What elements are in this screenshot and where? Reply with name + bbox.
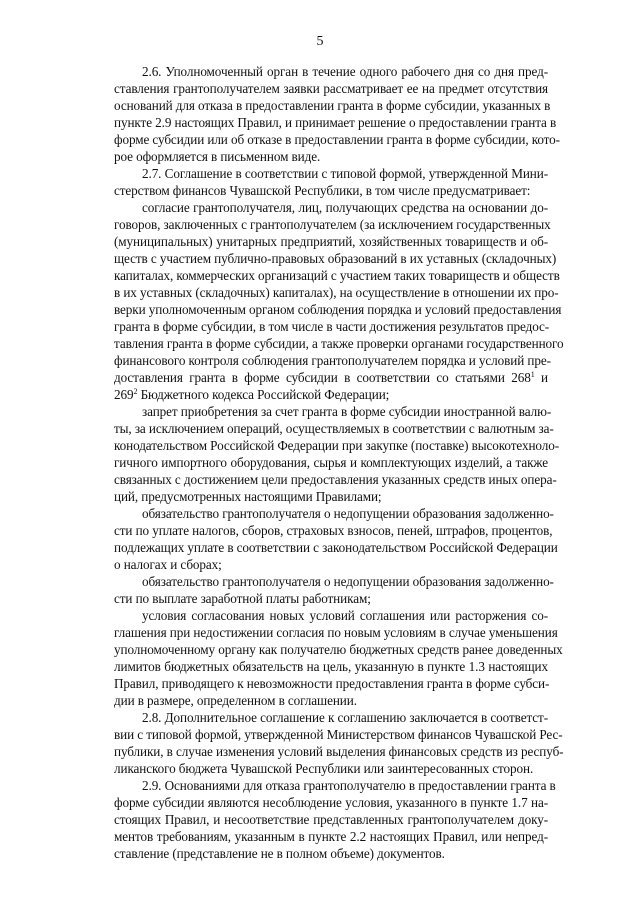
text-line: в их уставных (складочных) капиталах), на осуществление в отношении их про- <box>114 285 559 300</box>
text-line: сти по уплате налогов, сборов, страховых взносов, пеней, штрафов, процентов, <box>114 523 553 538</box>
text-line: стоящих Правил, и несоответствие представленных грантополучателем доку- <box>114 812 548 827</box>
text-line: условия согласования новых условий соглашения или расторжения со- <box>142 608 548 623</box>
superscript: 2 <box>133 387 138 396</box>
paragraph <box>114 573 554 607</box>
text-line: верки уполномоченным органом соблюдения порядка и условий предоставления <box>114 302 562 317</box>
text-line: о налогах и сборах; <box>114 557 222 572</box>
text-line: оснований для отказа в предоставлении гранта в форме субсидии, указанных в <box>114 98 551 113</box>
paragraph <box>114 165 548 199</box>
text-line: запрет приобретения за счет гранта в форме субсидии иностранной валю- <box>142 404 552 419</box>
text-line: глашения при недостижении согласия по новым условиям в случае уменьшения <box>114 625 558 640</box>
paragraph <box>114 709 564 777</box>
text-line: доставления гранта в форме субсидии в соответствии со статьями $268^1$ и <box>114 370 549 385</box>
paragraph <box>114 607 563 709</box>
text-line: $269^2$ Бюджетного кодекса Российской Федерации; <box>114 387 390 402</box>
text-line: Правил, приводящего к невозможности предоставления гранта в форме субси- <box>114 676 550 691</box>
text-line: подлежащих уплате в соответствии с законодательством Российской Федерации <box>114 540 558 555</box>
text-line: ты, за исключением операций, осуществляемых в соответствии с валютным за- <box>114 421 554 436</box>
text-line: гичного импортного оборудования, сырья и комплектующих изделий, а также <box>114 455 548 470</box>
text-line: вии с типовой формой, утвержденной Министерством финансов Чувашской Рес- <box>114 727 563 742</box>
paragraph <box>114 505 558 573</box>
text-line: ликанского бюджета Чувашской Республики или заинтересованных сторон. <box>114 761 534 776</box>
text-line: ставление (представление не в полном объеме) документов. <box>114 846 445 861</box>
text-line: стерством финансов Чувашской Республики, в том числе предусматривает: <box>114 183 531 198</box>
text-line: связанных с достижением цели предоставления указанных средств иных опера- <box>114 472 557 487</box>
text-line: обязательство грантополучателя о недопущении образования задолженно- <box>142 574 554 589</box>
text-line: пункте 2.9 настоящих Правил, и принимает решение о предоставлении гранта в <box>114 115 557 130</box>
superscript: 1 <box>530 370 535 379</box>
text-line: публики, в случае изменения условий выделения финансовых средств из респуб- <box>114 744 564 759</box>
text-line: (муниципальных) унитарных предприятий, хозяйственных товариществ и об- <box>114 234 548 249</box>
text-line: 2.6. Уполномоченный орган в течение одного рабочего дня со дня пред- <box>142 64 548 79</box>
text-line: ществ с участием публично-правовых образований в их уставных (складочных) <box>114 251 557 266</box>
text-line: финансового контроля соблюдения грантополучателем порядка и условий пре- <box>114 353 551 368</box>
text-line: 2.7. Соглашение в соответствии с типовой формой, утвержденной Мини- <box>142 166 548 181</box>
text-line: 2.8. Дополнительное соглашение к соглашению заключается в соответст- <box>142 710 548 725</box>
paragraph <box>114 777 556 862</box>
text-line: ций, предусмотренных настоящими Правилами; <box>114 489 382 504</box>
text-line: согласие грантополучателя, лиц, получающих средства на основании до- <box>142 200 548 215</box>
paragraph <box>114 199 564 403</box>
text-line: дии в размере, определенном в соглашении. <box>114 693 357 708</box>
page-number: 5 <box>316 34 324 49</box>
text-line: лимитов бюджетных обязательств на цель, указанную в пункте 1.3 настоящих <box>114 659 548 674</box>
text-line: конодательством Российской Федерации при закупке (поставке) высокотехноло- <box>114 438 560 453</box>
text-line: тавления гранта в форме субсидии, а также проверки органами государственного <box>114 336 564 351</box>
text-line: форме субсидии являются несоблюдение условия, указанного в пункте 1.7 на- <box>114 795 548 810</box>
text-line: уполномоченному органу как получателю бюджетных средств ранее доведенных <box>114 642 563 657</box>
text-line: форме субсидии или об отказе в предоставлении гранта в форме субсидии, кото- <box>114 132 560 147</box>
text-line: обязательство грантополучателя о недопущении образования задолженно- <box>142 506 554 521</box>
text-line: рое оформляется в письменном виде. <box>114 149 321 164</box>
text-line: 2.9. Основаниями для отказа грантополучателю в предоставлении гранта в <box>142 778 556 793</box>
text-line: гранта в форме субсидии, в том числе в части достижения результатов предос- <box>114 319 550 334</box>
document-body <box>114 63 564 862</box>
text-line: ставления грантополучателем заявки рассматривает ее на предмет отсутствия <box>114 81 548 96</box>
paragraph <box>114 63 560 165</box>
text-line: говоров, заключенных с грантополучателем (за исключением государственных <box>114 217 551 232</box>
paragraph <box>114 403 560 505</box>
text-line: капиталах, коммерческих организаций с участием таких товариществ и обществ <box>114 268 560 283</box>
text-line: ментов требованиям, указанным в пункте 2.2 настоящих Правил, или непред- <box>114 829 548 844</box>
text-line: сти по выплате заработной платы работникам; <box>114 591 371 606</box>
